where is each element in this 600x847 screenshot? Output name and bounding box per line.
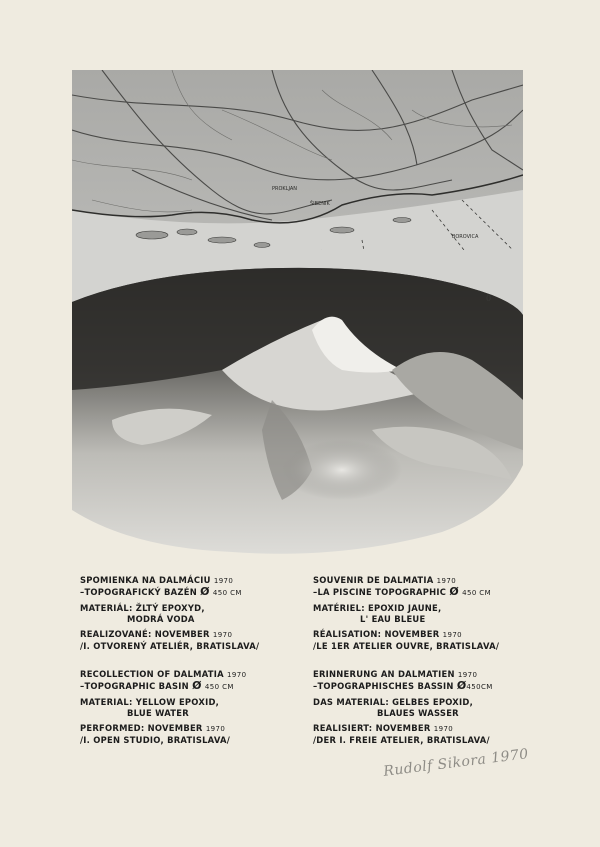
fr-title: SOUVENIR DE DALMATIA xyxy=(313,575,434,585)
de-material-2: BLAUES WASSER xyxy=(377,707,459,718)
map-label-borovica: BOROVICA xyxy=(452,234,479,240)
en-title: RECOLLECTION OF DALMATIA xyxy=(80,669,224,679)
map-label-sibenik: ŠIBENIK xyxy=(310,201,330,207)
caption-french xyxy=(313,575,533,652)
fr-material-line xyxy=(313,603,533,614)
de-realized-line xyxy=(313,723,533,735)
sk-title-line xyxy=(80,575,300,587)
en-subtitle-line xyxy=(80,678,300,693)
sk-material-label: MATERIÁL: xyxy=(80,603,133,614)
sk-realized-date: NOVEMBER xyxy=(154,629,210,640)
sk-realized-year: 1970 xyxy=(212,631,233,640)
en-diameter: 450 CM xyxy=(204,682,234,691)
de-subtitle-line xyxy=(313,678,533,693)
en-title-line xyxy=(80,669,300,681)
caption-slovak xyxy=(80,575,300,652)
fr-realized-label: RÉALISATION: xyxy=(313,629,382,640)
de-material-label: DAS MATERIAL: xyxy=(313,697,389,708)
sk-diameter: 450 CM xyxy=(212,588,242,597)
en-realized-line xyxy=(80,723,300,735)
fr-place: /LE 1ER ATELIER OUVRE, BRATISLAVA/ xyxy=(313,640,500,651)
de-realized-date: NOVEMBER xyxy=(375,723,431,734)
de-realized-year: 1970 xyxy=(433,725,454,734)
en-subtitle: –TOPOGRAPHIC BASIN xyxy=(80,680,189,691)
sk-realized-line xyxy=(80,629,300,641)
sk-title: SPOMIENKA NA DALMÁCIU xyxy=(80,575,211,585)
en-material-label: MATERIAL: xyxy=(80,697,133,708)
photo-corner-mark: 0 xyxy=(486,294,492,303)
en-realized-year: 1970 xyxy=(205,725,226,734)
en-material-line xyxy=(80,697,300,708)
sk-place: /I. OTVORENÝ ATELIÉR, BRATISLAVA/ xyxy=(80,640,260,651)
sk-subtitle: –TOPOGRAFICKÝ BAZÉN xyxy=(80,586,197,597)
sk-year: 1970 xyxy=(213,577,234,585)
de-material-line xyxy=(313,697,533,708)
fr-title-line xyxy=(313,575,533,587)
de-place: /DER I. FREIE ATELIER, BRATISLAVA/ xyxy=(313,734,490,745)
de-diameter-symbol: Ø xyxy=(456,678,467,692)
fr-realized-date: NOVEMBER xyxy=(384,629,440,640)
de-material-1: GELBES EPOXID, xyxy=(392,697,474,708)
en-realized-label: PERFORMED: xyxy=(80,723,145,734)
de-year: 1970 xyxy=(457,671,478,679)
map-and-basin-photograph xyxy=(72,70,523,555)
de-title: ERINNERUNG AN DALMATIEN xyxy=(313,669,455,679)
sk-material-line xyxy=(80,603,300,614)
en-diameter-symbol: Ø xyxy=(192,678,202,692)
caption-english xyxy=(80,669,300,746)
fr-diameter: 450 CM xyxy=(462,588,492,597)
sk-material-1: ŽLTÝ EPOXYD, xyxy=(135,603,205,614)
photograph-svg xyxy=(72,70,523,555)
caption-german xyxy=(313,669,533,746)
en-place: /I. OPEN STUDIO, BRATISLAVA/ xyxy=(80,734,231,745)
pencil-signature: Rudolf Sikora 1970 xyxy=(382,746,530,780)
sk-material-2: MODRÁ VODA xyxy=(127,613,195,624)
en-realized-date: NOVEMBER xyxy=(147,723,203,734)
de-diameter: 450CM xyxy=(466,682,493,691)
fr-subtitle-line xyxy=(313,584,533,599)
en-year: 1970 xyxy=(227,671,247,679)
fr-diameter-symbol: Ø xyxy=(449,584,459,598)
sk-diameter-symbol: Ø xyxy=(200,584,210,598)
fr-material-1: EPOXID JAUNE, xyxy=(368,603,442,614)
sk-realized-label: REALIZOVANÉ: xyxy=(80,629,152,640)
en-material-2: BLUE WATER xyxy=(127,707,189,718)
map-label-prokljan: PROKLJAN xyxy=(272,186,298,192)
fr-material-2: L' EAU BLEUE xyxy=(360,613,426,624)
fr-year: 1970 xyxy=(436,577,457,585)
de-title-line xyxy=(313,669,533,681)
fr-material-label: MATÉRIEL: xyxy=(313,603,365,614)
de-realized-label: REALISIERT: xyxy=(313,723,373,734)
fr-subtitle: –LA PISCINE TOPOGRAPHIC xyxy=(313,586,447,597)
fr-realized-line xyxy=(313,629,533,641)
fr-realized-year: 1970 xyxy=(442,631,463,640)
de-subtitle: –TOPOGRAPHISCHES BASSIN xyxy=(313,680,454,691)
sk-subtitle-line xyxy=(80,584,300,599)
en-material-1: YELLOW EPOXID, xyxy=(135,697,220,708)
